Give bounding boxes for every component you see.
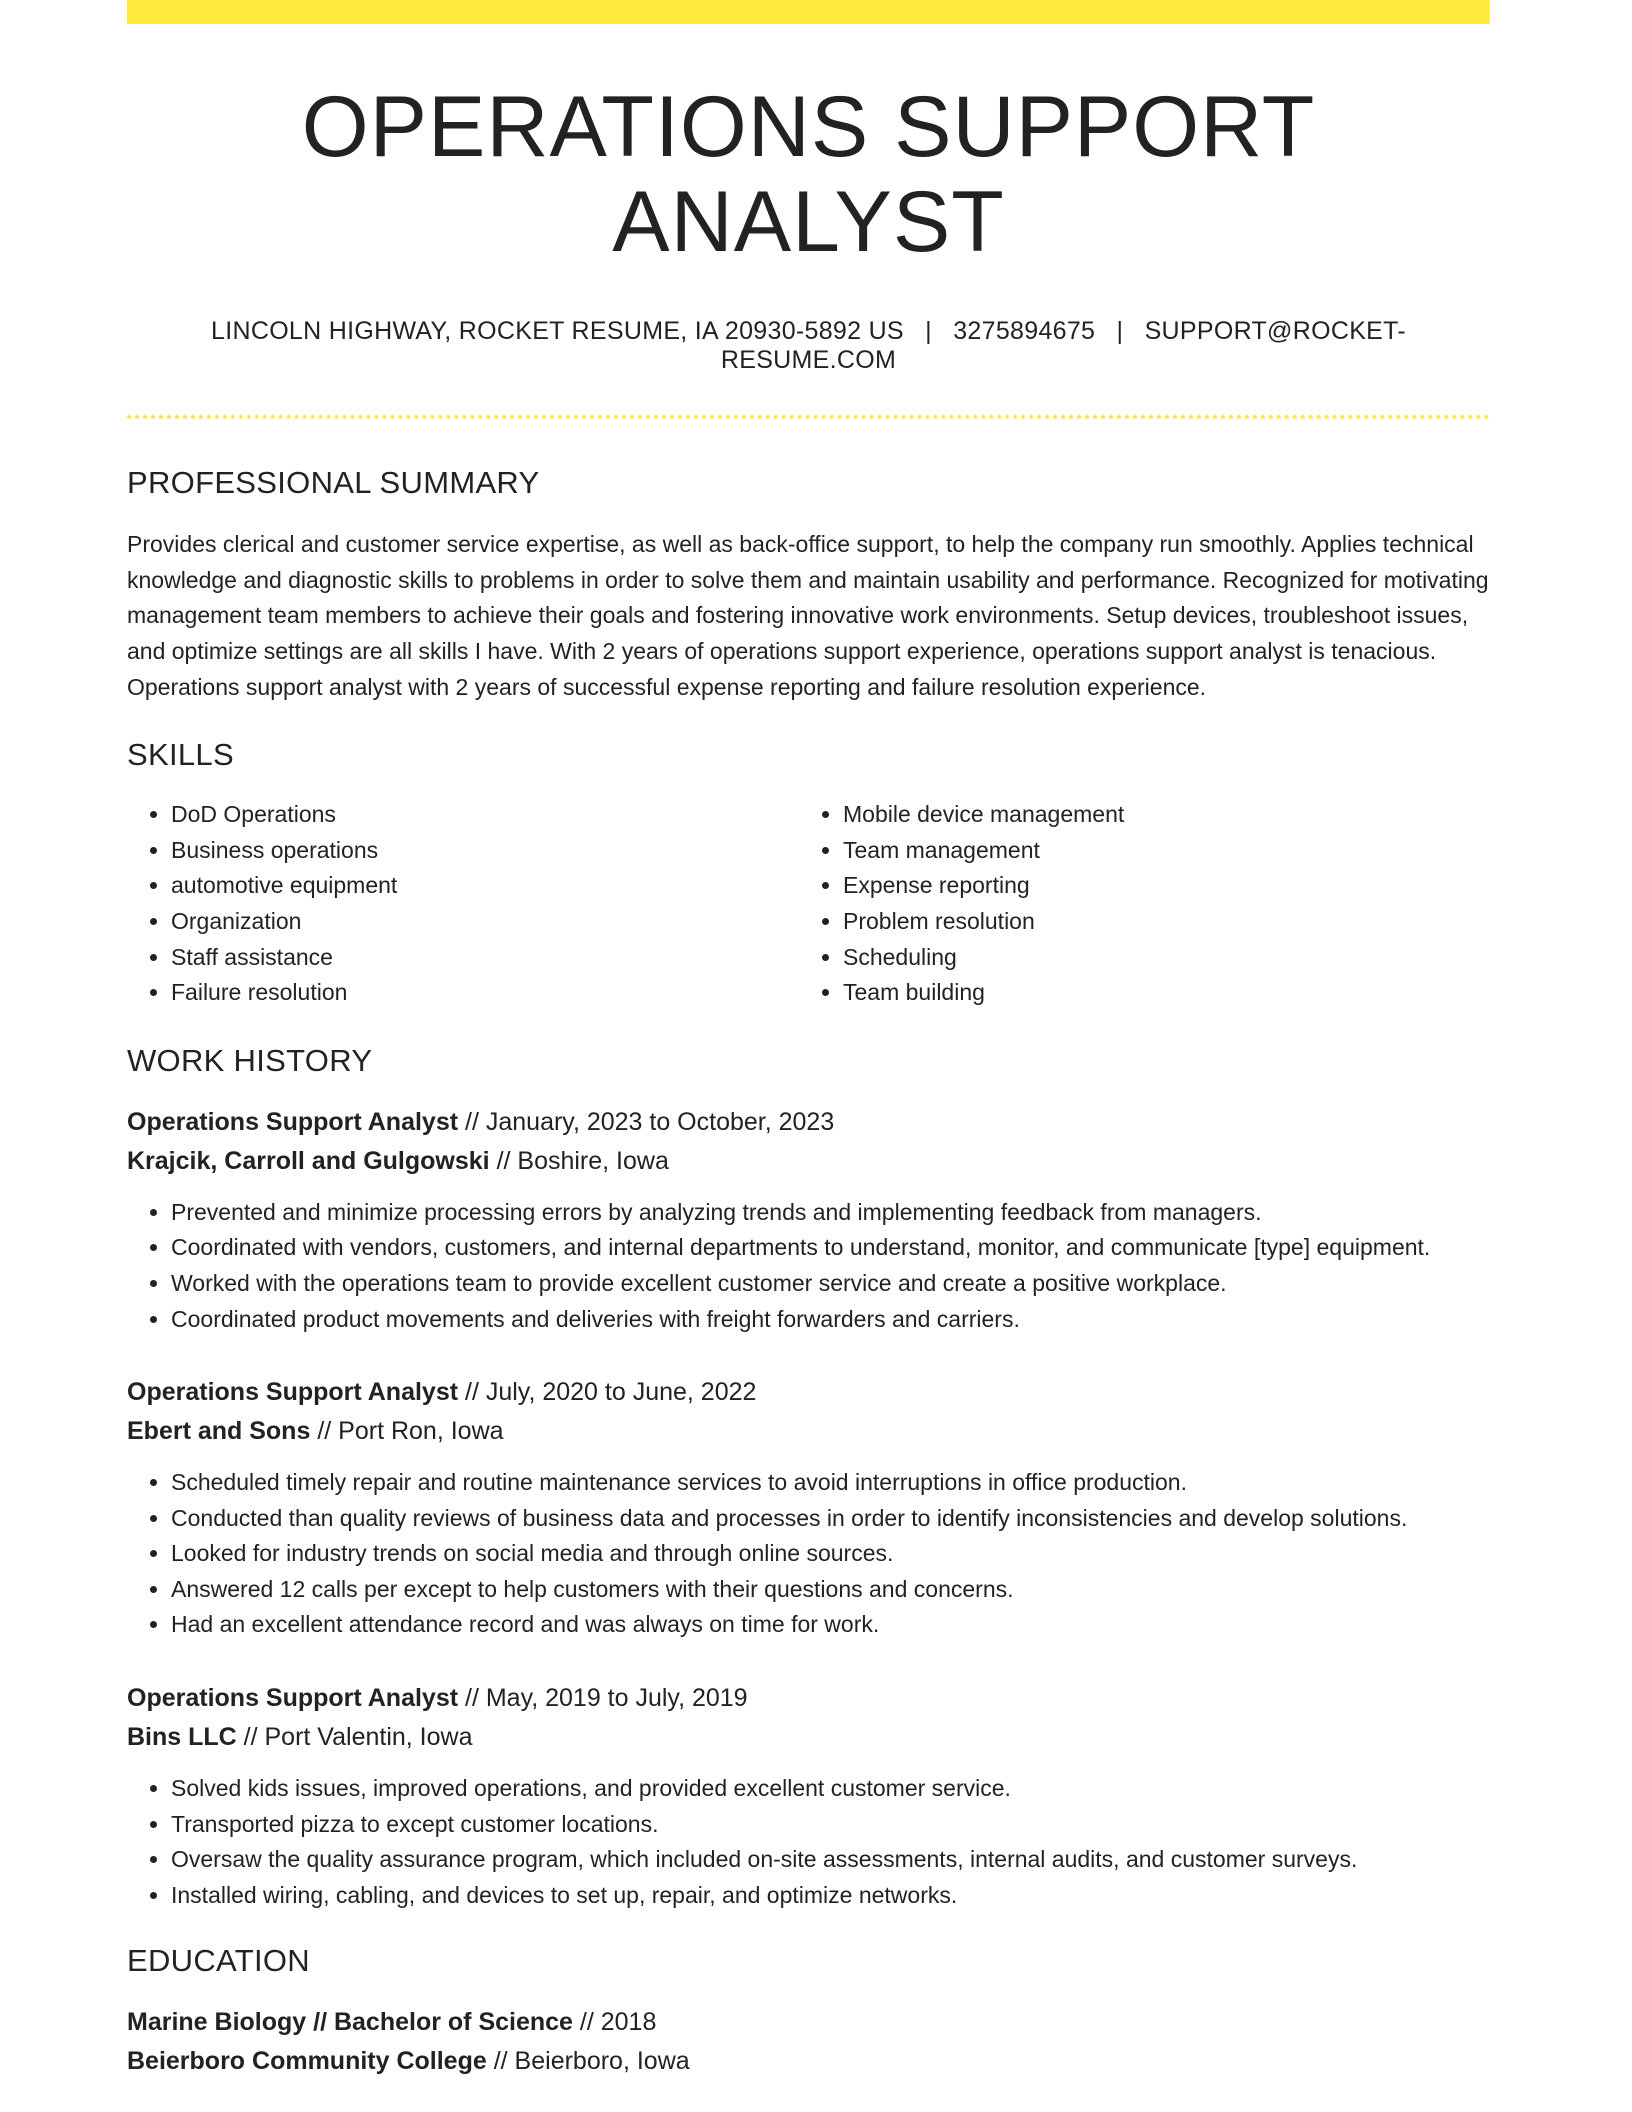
job-company: Krajcik, Carroll and Gulgowski: [127, 1146, 490, 1175]
education-entry: [127, 2003, 1490, 2081]
skill-item: • DoD Operations: [171, 797, 799, 833]
job-location: // Boshire, Iowa: [496, 1146, 669, 1175]
job-entry: [127, 1679, 1490, 1913]
job-title: Operations Support Analyst: [127, 1684, 459, 1713]
skill-item: • Staff assistance: [171, 940, 799, 976]
education-school-line: [127, 2042, 1490, 2081]
job-bullet: • Scheduled timely repair and routine maintenance services to avoid interruptions in office production.: [171, 1465, 1490, 1501]
job-bullet: • Worked with the operations team to provide excellent customer service and create a positive workplace.: [171, 1266, 1490, 1302]
job-dates: // January, 2023 to October, 2023: [465, 1107, 835, 1136]
contact-separator: |: [1116, 317, 1124, 346]
summary-heading: PROFESSIONAL SUMMARY: [127, 465, 540, 501]
job-bullet: • Transported pizza to except customer locations.: [171, 1807, 1490, 1843]
job-bullet: • Oversaw the quality assurance program, which included on-site assessments, internal audits, and customer surveys.: [171, 1842, 1490, 1878]
skills-column-right: [799, 797, 1471, 1011]
skill-item: • Mobile device management: [843, 797, 1471, 833]
job-bullet: • Coordinated with vendors, customers, and internal departments to understand, monitor, and communicate [type] equipment.: [171, 1230, 1490, 1266]
job-company-line: [127, 1142, 1490, 1181]
contact-line: [127, 317, 1490, 375]
job-dates: // May, 2019 to July, 2019: [465, 1684, 748, 1713]
skill-item: • Organization: [171, 904, 799, 940]
skill-item: • Team management: [843, 833, 1471, 869]
job-bullet-list: [127, 1195, 1490, 1337]
skills-column-left: [127, 797, 799, 1011]
job-bullet: • Looked for industry trends on social media and through online sources.: [171, 1536, 1490, 1572]
job-title-line: [127, 1679, 1490, 1718]
education-year: // 2018: [579, 2008, 657, 2037]
job-location: // Port Ron, Iowa: [317, 1417, 504, 1446]
skill-item: • Problem resolution: [843, 904, 1471, 940]
skill-item: • Team building: [843, 975, 1471, 1011]
job-title-line: [127, 1373, 1490, 1412]
summary-text: Provides clerical and customer service expertise, as well as back-office support, to help the company run smoothly. Applies technical knowledge and diagnostic skills to problems in order to solve them and maintain usability and performance. Recognized for motivating management team members to achieve their goals and fostering innovative work environments. Setup devices, troubleshoot issues, and optimize settings are all skills I have. With 2 years of operations support experience, operations support analyst is tenacious. Operations support analyst with 2 years of successful expense reporting and failure resolution experience.: [127, 531, 1489, 700]
job-bullet-list: [127, 1771, 1490, 1913]
dotted-divider: [127, 415, 1490, 419]
job-title: Operations Support Analyst: [127, 1107, 459, 1136]
job-company: Bins LLC: [127, 1723, 237, 1752]
education-heading: EDUCATION: [127, 1943, 310, 1979]
job-bullet: • Answered 12 calls per except to help customers with their questions and concerns.: [171, 1572, 1490, 1608]
contact-phone: 3275894675: [953, 317, 1096, 346]
job-bullet: • Solved kids issues, improved operations, and provided excellent customer service.: [171, 1771, 1490, 1807]
contact-address: LINCOLN HIGHWAY, ROCKET RESUME, IA 20930-5892 US: [211, 317, 904, 346]
education-school: Beierboro Community College: [127, 2047, 487, 2076]
job-bullet: • Coordinated product movements and deliveries with freight forwarders and carriers.: [171, 1302, 1490, 1338]
education-degree: Marine Biology // Bachelor of Science: [127, 2008, 573, 2037]
job-dates: // July, 2020 to June, 2022: [465, 1378, 757, 1407]
contact-separator: |: [925, 317, 932, 346]
skills-heading: SKILLS: [127, 737, 234, 773]
skill-item: • Business operations: [171, 833, 799, 869]
accent-bar: [127, 0, 1490, 24]
skill-item: • automotive equipment: [171, 868, 799, 904]
job-bullet: • Had an excellent attendance record and was always on time for work.: [171, 1607, 1490, 1643]
resume-page: [127, 0, 1490, 2081]
education-degree-line: [127, 2003, 1490, 2042]
contact-email: SUPPORT@ROCKET-RESUME.COM: [720, 317, 1406, 375]
education-location: // Beierboro, Iowa: [493, 2047, 690, 2076]
work-history-heading: WORK HISTORY: [127, 1042, 373, 1078]
job-company-line: [127, 1718, 1490, 1757]
job-bullet: • Conducted than quality reviews of business data and processes in order to identify inconsistencies and develop solutions.: [171, 1501, 1490, 1537]
job-company-line: [127, 1412, 1490, 1451]
job-entry: [127, 1103, 1490, 1337]
job-title: Operations Support Analyst: [127, 1378, 459, 1407]
job-bullet: • Prevented and minimize processing errors by analyzing trends and implementing feedback from managers.: [171, 1195, 1490, 1231]
skill-item: • Failure resolution: [171, 975, 799, 1011]
job-bullet-list: [127, 1465, 1490, 1643]
resume-title: OPERATIONS SUPPORT ANALYST: [301, 79, 1316, 270]
job-bullet: • Installed wiring, cabling, and devices to set up, repair, and optimize networks.: [171, 1878, 1490, 1914]
skill-item: • Expense reporting: [843, 868, 1471, 904]
skill-item: • Scheduling: [843, 940, 1471, 976]
job-title-line: [127, 1103, 1490, 1142]
job-location: // Port Valentin, Iowa: [243, 1723, 473, 1752]
skills-list: [127, 797, 1490, 1011]
job-company: Ebert and Sons: [127, 1417, 311, 1446]
job-entry: [127, 1373, 1490, 1643]
